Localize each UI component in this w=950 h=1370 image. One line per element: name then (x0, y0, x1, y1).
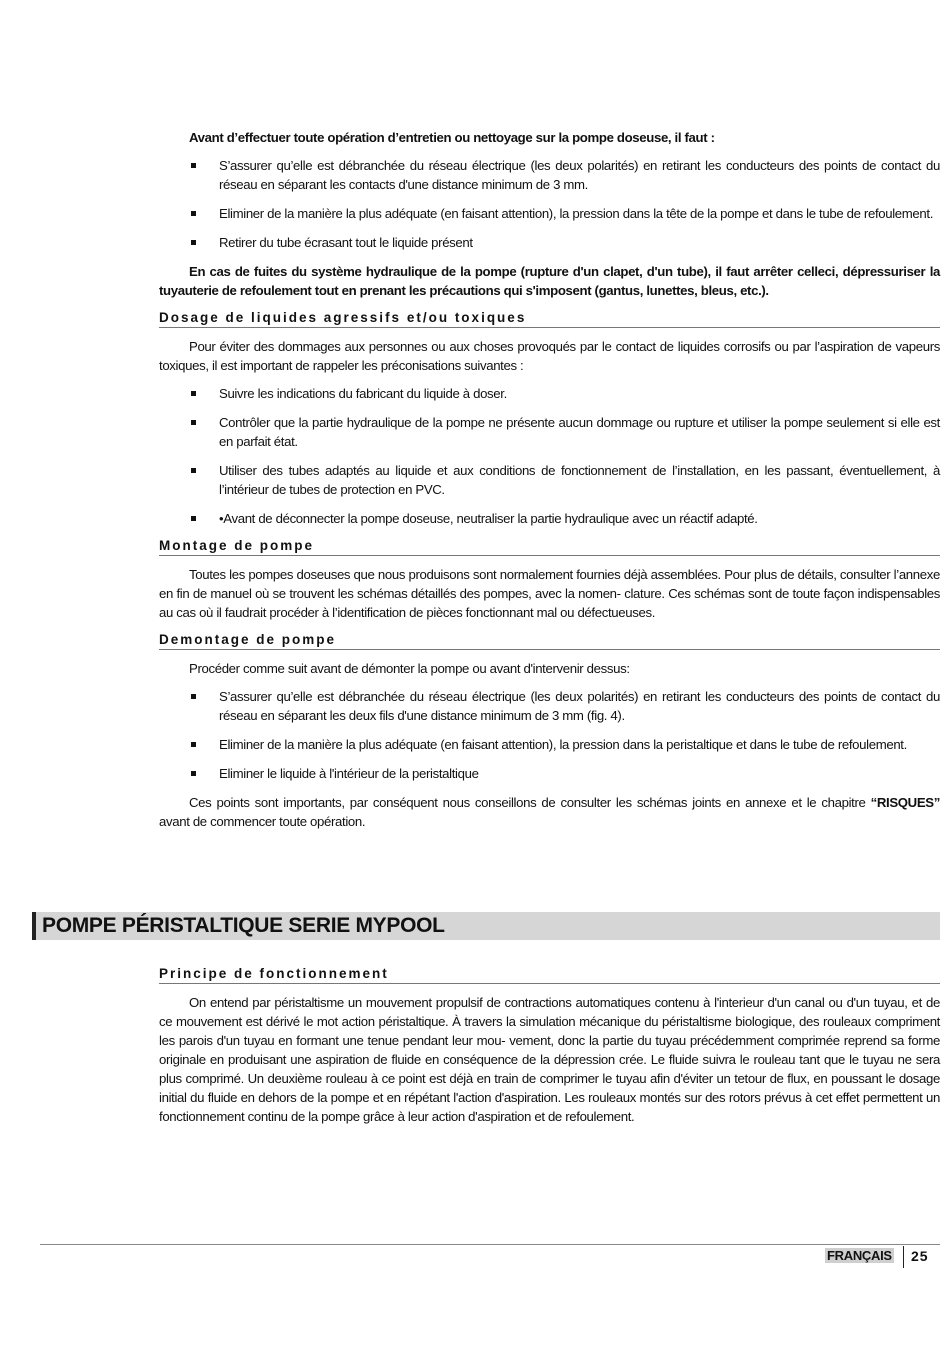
bullet-square-icon (191, 163, 196, 168)
bullet-square-icon (191, 516, 196, 521)
bullet-square-icon (191, 211, 196, 216)
page-number: 25 (911, 1248, 929, 1264)
montage-text: Toutes les pompes doseuses que nous produisons sont normalement fournies déjà assemblées. Pour plus de détails, consulter l’annexe en fin de manuel où se trouvent les schémas détaillés des pompes, avec la nomen- clature. Ces schémas sont de toute façon indispensables au cas où il faudrait procéder à l’identification de pièces fonctionnant mal ou défectueuses. (159, 567, 940, 620)
principe-text: On entend par péristaltisme un mouvement propulsif de contractions automatiques contenu à l'interieur d'un canal ou d'un tuyau, et de ce mouvement est dérivé le mot action péristaltique. À travers la simulation mécanique du péristaltisme biologique, des rouleaux compriment les parois d'un tuyau en formant une tenue pendant leur mou- vement, donc la partie du tuyau précédemment comprimée reprend sa forme originale en produisant une aspiration de fluide en conséquence de la dépression crée. Le fluide suivra le rouleau tant que le tuyau ne sera plus comprimé. Un deuxième rouleau à ce point est déjà en train de comprimer le tuyau afin d'éviter un tetour de flux, en poussant le dosage initial du fluide en dehors de la pompe et en répétant l'action d'aspiration. Les rouleaux montés sur des rotors prévus à cet effet permettent un fonctionnement continu de la pompe grâce à leur action d'aspiration et de refoulement. (159, 995, 940, 1124)
demontage-intro: Procéder comme suit avant de démonter la pompe ou avant d'intervenir dessus: (189, 661, 630, 676)
chapter-title: POMPE PÉRISTALTIQUE SERIE MYPOOL (32, 912, 940, 940)
bullet-square-icon (191, 468, 196, 473)
list-item: Eliminer le liquide à l'intérieur de la peristaltique (159, 764, 940, 783)
list-item: Contrôler que la partie hydraulique de la pompe ne présente aucun dommage ou rupture et utiliser la pompe seulement si elle est en parfait état. (159, 413, 940, 451)
list-item: Utiliser des tubes adaptés au liquide et aux conditions de fonctionnement de l’installation, en les passant, éventuellement, à l’intérieur de tubes de protection en PVC. (159, 461, 940, 499)
dosage-list (159, 384, 940, 528)
risques-reference: “RISQUES” (870, 795, 940, 810)
list-item: Retirer du tube écrasant tout le liquide présent (159, 233, 940, 252)
bullet-square-icon (191, 240, 196, 245)
list-item: Eliminer de la manière la plus adéquate (en faisant attention), la pression dans la peristaltique et dans le tube de refoulement. (159, 735, 940, 754)
maintenance-lead: Avant d’effectuer toute opération d’entretien ou nettoyage sur la pompe doseuse, il faut : (189, 130, 715, 145)
bullet-square-icon (191, 391, 196, 396)
footer-divider (40, 1244, 940, 1245)
list-item: Suivre les indications du fabricant du liquide à doser. (159, 384, 940, 403)
bullet-square-icon (191, 771, 196, 776)
principe-content (159, 956, 940, 1135)
footer-separator (903, 1246, 904, 1268)
footer-language: FRANÇAIS (827, 1248, 892, 1263)
demontage-closing: Ces points sont importants, par conséquent nous conseillons de consulter les schémas joints en annexe et le chapitre “RISQUES” avant de commencer toute opération. (159, 795, 940, 829)
demontage-list (159, 687, 940, 783)
list-item: S’assurer qu’elle est débranchée du réseau électrique (les deux polarités) en retirant les conducteurs des points de contact du réseau en séparant les contacts d'une distance minimum de 3 mm. (159, 156, 940, 194)
list-item: S’assurer qu’elle est débranchée du réseau électrique (les deux polarités) en retirant les conducteurs des points de contact du réseau en séparant les deux fils d'une distance minimum de 3 mm (fig. 4). (159, 687, 940, 725)
maintenance-list (159, 156, 940, 252)
section-heading-demontage: Demontage de pompe (159, 632, 940, 650)
dosage-intro: Pour éviter des dommages aux personnes ou aux choses provoqués par le contact de liquides corrosifs ou par l’aspiration de vapeurs toxiques, il est important de rappeler les préconisations suivantes : (159, 339, 940, 373)
section-heading-principe: Principe de fonctionnement (159, 966, 940, 984)
bullet-square-icon (191, 420, 196, 425)
main-content (159, 128, 940, 840)
section-heading-montage: Montage de pompe (159, 538, 940, 556)
bullet-square-icon (191, 742, 196, 747)
section-heading-dosage: Dosage de liquides agressifs et/ou toxiques (159, 310, 940, 328)
list-item: Eliminer de la manière la plus adéquate (en faisant attention), la pression dans la tête de la pompe et dans le tube de refoulement. (159, 204, 940, 223)
leak-warning: En cas de fuites du système hydraulique de la pompe (rupture d'un clapet, d'un tube), il faut arrêter celleci, dépressuriser la tuyauterie de refoulement tout en prenant les précautions qui s'imposent (gantus, lunettes, bleus, etc.). (159, 264, 940, 298)
bullet-square-icon (191, 694, 196, 699)
list-item: •Avant de déconnecter la pompe doseuse, neutraliser la partie hydraulique avec un réactif adapté. (159, 509, 940, 528)
